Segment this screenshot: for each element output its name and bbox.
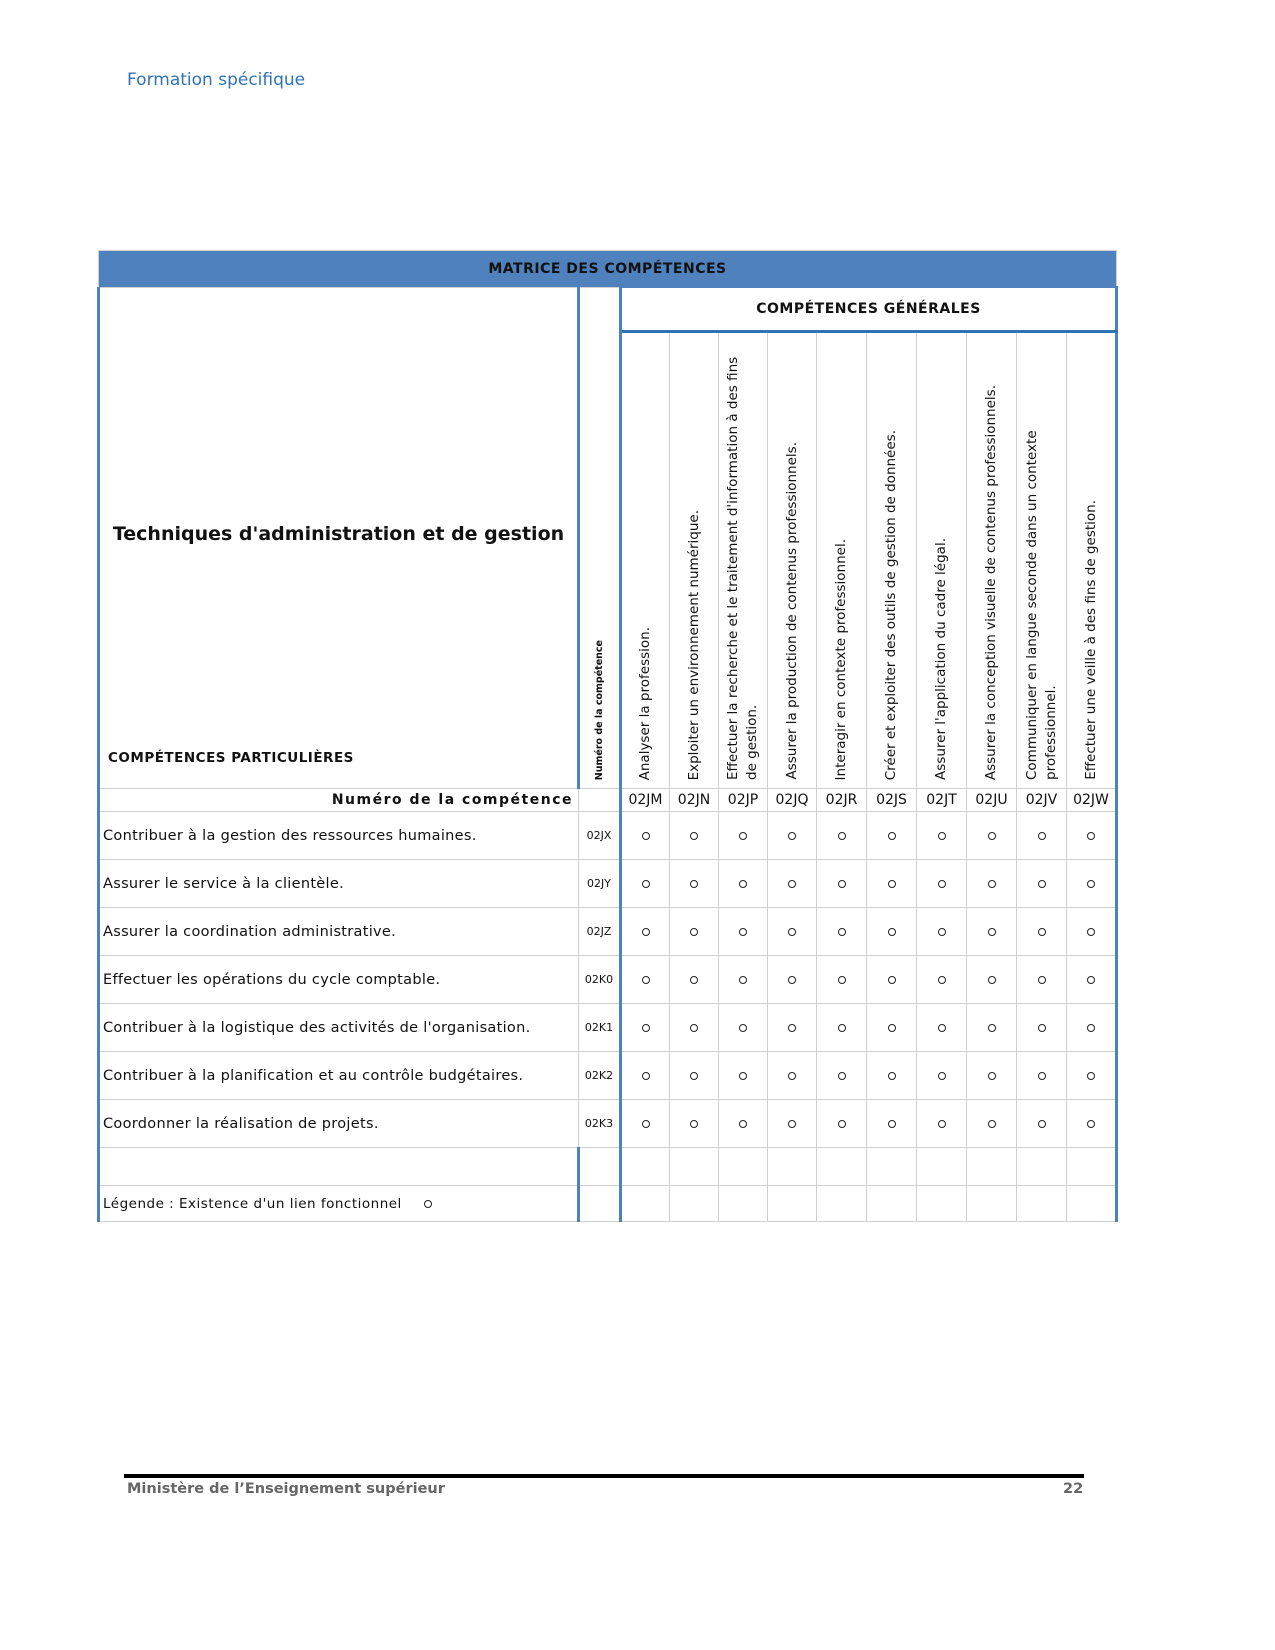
- empty-cell: [817, 1148, 867, 1186]
- particular-competency-label: Coordonner la réalisation de projets.: [99, 1100, 579, 1148]
- link-cell: [967, 812, 1017, 860]
- circle-icon: [1087, 880, 1095, 888]
- link-cell: [967, 956, 1017, 1004]
- link-cell: [670, 1004, 719, 1052]
- link-cell: [1067, 812, 1117, 860]
- empty-cell: [917, 1148, 967, 1186]
- general-competency-code: 02JM: [621, 789, 670, 812]
- empty-cell: [967, 1148, 1017, 1186]
- general-competency-label: Communiquer en langue seconde dans un contexte professionnel.: [1023, 430, 1059, 780]
- empty-cell: [917, 1186, 967, 1222]
- particular-competency-code: 02JX: [579, 812, 621, 860]
- circle-icon: [838, 1072, 846, 1080]
- general-competency-header: [817, 332, 867, 789]
- circle-icon: [888, 1120, 896, 1128]
- empty-cell: [1017, 1148, 1067, 1186]
- code-column-header: [579, 287, 621, 789]
- link-cell: [768, 908, 817, 956]
- general-competencies-label: COMPÉTENCES GÉNÉRALES: [621, 287, 1117, 332]
- general-competency-header: [1017, 332, 1067, 789]
- circle-icon: [1087, 832, 1095, 840]
- link-cell: [917, 1100, 967, 1148]
- table-row: [99, 1100, 1117, 1148]
- general-competency-header: [670, 332, 719, 789]
- particular-competency-code: 02K3: [579, 1100, 621, 1148]
- circle-icon: [838, 832, 846, 840]
- circle-icon: [739, 928, 747, 936]
- circle-icon: [642, 928, 650, 936]
- circle-icon: [838, 928, 846, 936]
- link-cell: [768, 1100, 817, 1148]
- empty-cell: [579, 1148, 621, 1186]
- empty-cell: [579, 1186, 621, 1222]
- general-competency-code: 02JN: [670, 789, 719, 812]
- particular-competency-label: Effectuer les opérations du cycle comptable.: [99, 956, 579, 1004]
- general-competency-label: Interagir en contexte professionnel.: [833, 538, 849, 780]
- empty-cell: [719, 1186, 768, 1222]
- page-number: 22: [1063, 1481, 1084, 1497]
- circle-icon: [888, 928, 896, 936]
- general-competency-label: Effectuer la recherche et le traitement d'information à des fins de gestion.: [725, 356, 760, 780]
- particular-competency-label: Contribuer à la logistique des activités de l'organisation.: [99, 1004, 579, 1052]
- link-cell: [967, 1052, 1017, 1100]
- general-competency-header: [867, 332, 917, 789]
- link-cell: [867, 1004, 917, 1052]
- circle-icon: [1038, 976, 1046, 984]
- circle-icon: [788, 1024, 796, 1032]
- empty-cell: [719, 1148, 768, 1186]
- general-competency-code: 02JW: [1067, 789, 1117, 812]
- circle-icon: [938, 928, 946, 936]
- link-cell: [719, 908, 768, 956]
- general-competency-label: Effectuer une veille à des fins de gestion.: [1082, 500, 1099, 780]
- circle-icon: [642, 1024, 650, 1032]
- empty-cell: [1067, 1186, 1117, 1222]
- link-cell: [768, 860, 817, 908]
- general-competency-code: 02JQ: [768, 789, 817, 812]
- link-cell: [670, 860, 719, 908]
- circle-icon: [690, 1072, 698, 1080]
- link-cell: [817, 908, 867, 956]
- circle-icon: [739, 832, 747, 840]
- circle-icon: [788, 1120, 796, 1128]
- circle-icon: [690, 928, 698, 936]
- footer-ministry: Ministère de l’Enseignement supérieur: [127, 1481, 445, 1497]
- circle-icon: [938, 1024, 946, 1032]
- link-cell: [719, 1100, 768, 1148]
- particular-competency-code: 02JY: [579, 860, 621, 908]
- link-cell: [768, 956, 817, 1004]
- link-cell: [967, 860, 1017, 908]
- circle-icon: [1087, 928, 1095, 936]
- circle-icon: [642, 832, 650, 840]
- legend-row: [99, 1186, 1117, 1222]
- general-competency-label: Assurer l'application du cadre légal.: [933, 538, 949, 780]
- empty-cell: [621, 1186, 670, 1222]
- circle-icon: [642, 1072, 650, 1080]
- link-cell: [621, 860, 670, 908]
- particular-competency-label: Contribuer à la planification et au contrôle budgétaires.: [99, 1052, 579, 1100]
- link-cell: [768, 1004, 817, 1052]
- link-cell: [917, 908, 967, 956]
- table-row: [99, 956, 1117, 1004]
- circle-icon: [642, 976, 650, 984]
- general-competency-code: 02JP: [719, 789, 768, 812]
- link-cell: [670, 1100, 719, 1148]
- circle-icon: [938, 832, 946, 840]
- link-cell: [967, 1004, 1017, 1052]
- link-cell: [917, 1004, 967, 1052]
- link-cell: [670, 908, 719, 956]
- legend-cell: [99, 1186, 579, 1222]
- particular-competency-code: 02K2: [579, 1052, 621, 1100]
- empty-cell: [99, 1148, 579, 1186]
- circle-icon: [690, 1024, 698, 1032]
- link-cell: [719, 812, 768, 860]
- link-cell: [719, 860, 768, 908]
- general-competency-code: 02JV: [1017, 789, 1067, 812]
- link-cell: [817, 956, 867, 1004]
- program-header-cell: [99, 287, 579, 789]
- circle-icon: [838, 880, 846, 888]
- empty-cell: [867, 1186, 917, 1222]
- link-cell: [768, 1052, 817, 1100]
- general-competency-label: Analyser la profession.: [637, 626, 653, 780]
- particular-competency-code: 02K1: [579, 1004, 621, 1052]
- general-competency-code: 02JR: [817, 789, 867, 812]
- empty-cell: [967, 1186, 1017, 1222]
- circle-icon: [988, 880, 996, 888]
- empty-cell: [768, 1148, 817, 1186]
- circle-icon: [988, 976, 996, 984]
- particular-competency-code: 02JZ: [579, 908, 621, 956]
- empty-cell: [867, 1148, 917, 1186]
- link-cell: [917, 812, 967, 860]
- link-cell: [1017, 956, 1067, 1004]
- link-cell: [1017, 1100, 1067, 1148]
- particular-competency-code: 02K0: [579, 956, 621, 1004]
- circle-icon: [1038, 832, 1046, 840]
- empty-row: [99, 1148, 1117, 1186]
- link-cell: [719, 1052, 768, 1100]
- particular-competency-label: Contribuer à la gestion des ressources humaines.: [99, 812, 579, 860]
- code-row-blank: [579, 789, 621, 812]
- link-cell: [1017, 860, 1067, 908]
- link-cell: [867, 956, 917, 1004]
- circle-icon: [988, 1120, 996, 1128]
- circle-icon: [988, 1024, 996, 1032]
- circle-icon: [1038, 928, 1046, 936]
- particular-competencies-label: COMPÉTENCES PARTICULIÈRES: [108, 750, 354, 766]
- code-row-label: Numéro de la compétence: [99, 789, 579, 812]
- empty-cell: [670, 1186, 719, 1222]
- link-cell: [1017, 1052, 1067, 1100]
- link-cell: [867, 860, 917, 908]
- circle-icon: [690, 880, 698, 888]
- circle-icon: [938, 976, 946, 984]
- link-cell: [817, 1100, 867, 1148]
- program-title: Techniques d'administration et de gestion: [112, 522, 565, 545]
- link-cell: [621, 908, 670, 956]
- link-cell: [967, 908, 1017, 956]
- link-cell: [670, 812, 719, 860]
- link-cell: [867, 812, 917, 860]
- link-cell: [1017, 1004, 1067, 1052]
- circle-icon: [1087, 1072, 1095, 1080]
- link-cell: [1067, 1004, 1117, 1052]
- link-cell: [719, 1004, 768, 1052]
- circle-icon: [1038, 1072, 1046, 1080]
- circle-icon: [1038, 1024, 1046, 1032]
- link-cell: [1067, 860, 1117, 908]
- circle-icon: [739, 976, 747, 984]
- link-cell: [621, 1052, 670, 1100]
- circle-icon: [838, 976, 846, 984]
- empty-cell: [817, 1186, 867, 1222]
- circle-icon: [888, 1072, 896, 1080]
- empty-cell: [768, 1186, 817, 1222]
- general-competency-code: 02JT: [917, 789, 967, 812]
- link-cell: [867, 908, 917, 956]
- empty-cell: [1067, 1148, 1117, 1186]
- circle-icon: [739, 1120, 747, 1128]
- general-competency-code: 02JS: [867, 789, 917, 812]
- circle-icon: [1038, 880, 1046, 888]
- circle-icon: [988, 928, 996, 936]
- circle-icon: [739, 880, 747, 888]
- link-cell: [719, 956, 768, 1004]
- table-row: [99, 908, 1117, 956]
- general-competency-header: [1067, 332, 1117, 789]
- general-competency-label: Assurer la conception visuelle de contenus professionnels.: [983, 384, 999, 780]
- section-title: Formation spécifique: [127, 70, 306, 90]
- link-cell: [621, 1004, 670, 1052]
- link-cell: [670, 1052, 719, 1100]
- circle-icon: [988, 1072, 996, 1080]
- link-cell: [1067, 1100, 1117, 1148]
- link-cell: [817, 860, 867, 908]
- link-cell: [1067, 908, 1117, 956]
- circle-icon: [1087, 976, 1095, 984]
- circle-icon: [788, 976, 796, 984]
- circle-icon: [788, 880, 796, 888]
- circle-icon: [690, 1120, 698, 1128]
- circle-icon: [938, 1072, 946, 1080]
- circle-icon: [888, 880, 896, 888]
- general-competency-header: [917, 332, 967, 789]
- link-cell: [917, 1052, 967, 1100]
- empty-cell: [670, 1148, 719, 1186]
- circle-icon: [938, 880, 946, 888]
- circle-icon: [642, 880, 650, 888]
- link-cell: [817, 812, 867, 860]
- general-competency-code: 02JU: [967, 789, 1017, 812]
- link-cell: [967, 1100, 1017, 1148]
- link-cell: [768, 812, 817, 860]
- circle-icon: [739, 1024, 747, 1032]
- competency-matrix: [97, 250, 1118, 1222]
- link-cell: [1017, 812, 1067, 860]
- table-row: [99, 860, 1117, 908]
- table-row: [99, 812, 1117, 860]
- link-cell: [621, 1100, 670, 1148]
- circle-icon: [788, 1072, 796, 1080]
- link-cell: [867, 1052, 917, 1100]
- circle-icon: [988, 832, 996, 840]
- table-row: [99, 1052, 1117, 1100]
- general-competency-header: [621, 332, 670, 789]
- particular-competency-label: Assurer le service à la clientèle.: [99, 860, 579, 908]
- link-cell: [817, 1004, 867, 1052]
- link-cell: [817, 1052, 867, 1100]
- circle-icon: [424, 1200, 432, 1208]
- circle-icon: [1087, 1120, 1095, 1128]
- legend-text: Légende : Existence d'un lien fonctionnel: [103, 1195, 402, 1212]
- circle-icon: [1038, 1120, 1046, 1128]
- matrix-title: MATRICE DES COMPÉTENCES: [99, 251, 1117, 288]
- code-column-header-text: Numéro de la compétence: [594, 639, 605, 780]
- link-cell: [867, 1100, 917, 1148]
- circle-icon: [690, 976, 698, 984]
- particular-competency-label: Assurer la coordination administrative.: [99, 908, 579, 956]
- circle-icon: [739, 1072, 747, 1080]
- general-competency-header: [719, 332, 768, 789]
- link-cell: [917, 956, 967, 1004]
- circle-icon: [938, 1120, 946, 1128]
- link-cell: [621, 812, 670, 860]
- footer-divider: [124, 1474, 1084, 1478]
- empty-cell: [1017, 1186, 1067, 1222]
- circle-icon: [838, 1024, 846, 1032]
- circle-icon: [888, 976, 896, 984]
- circle-icon: [838, 1120, 846, 1128]
- circle-icon: [690, 832, 698, 840]
- general-competency-label: Exploiter un environnement numérique.: [685, 509, 702, 780]
- circle-icon: [788, 832, 796, 840]
- circle-icon: [888, 1024, 896, 1032]
- circle-icon: [888, 832, 896, 840]
- general-competency-label: Créer et exploiter des outils de gestion de données.: [883, 429, 899, 780]
- link-cell: [917, 860, 967, 908]
- circle-icon: [788, 928, 796, 936]
- link-cell: [621, 956, 670, 1004]
- general-competency-header: [768, 332, 817, 789]
- empty-cell: [621, 1148, 670, 1186]
- general-competency-header: [967, 332, 1017, 789]
- link-cell: [670, 956, 719, 1004]
- table-row: [99, 1004, 1117, 1052]
- circle-icon: [642, 1120, 650, 1128]
- link-cell: [1017, 908, 1067, 956]
- general-competency-label: Assurer la production de contenus professionnels.: [783, 442, 800, 780]
- link-cell: [1067, 1052, 1117, 1100]
- link-cell: [1067, 956, 1117, 1004]
- circle-icon: [1087, 1024, 1095, 1032]
